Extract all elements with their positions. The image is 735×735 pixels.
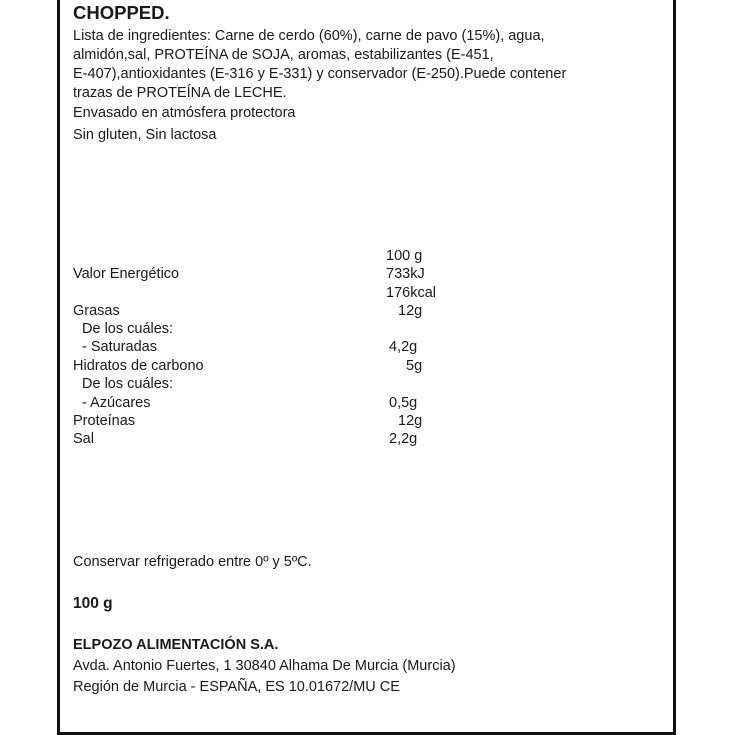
- product-label-panel: [57, 0, 676, 735]
- product-title: CHOPPED.: [73, 2, 170, 23]
- ingredients-line-1: Lista de ingredientes: Carne de cerdo (60%), carne de pavo (15%), agua,: [73, 28, 545, 44]
- nutrition-value-saturated: 4,2g: [389, 339, 418, 355]
- nutrition-label-protein: Proteínas: [73, 413, 136, 429]
- dietary-claims: Sin gluten, Sin lactosa: [73, 127, 217, 143]
- ingredients-line-4: trazas de PROTEÍNA de LECHE.: [73, 85, 287, 101]
- manufacturer-address: Avda. Antonio Fuertes, 1 30840 Alhama De Murcia (Murcia): [73, 658, 456, 674]
- nutrition-value-protein: 12g: [398, 413, 423, 429]
- manufacturer-region: Región de Murcia - ESPAÑA, ES 10.01672/MU CE: [73, 679, 400, 695]
- nutrition-label-energy: Valor Energético: [73, 266, 180, 282]
- nutrition-label-of-which-1: De los cuáles:: [82, 321, 174, 337]
- nutrition-label-of-which-2: De los cuáles:: [82, 376, 174, 392]
- nutrition-label-carbohydrates: Hidratos de carbono: [73, 358, 204, 374]
- manufacturer-name: ELPOZO ALIMENTACIÓN S.A.: [73, 637, 279, 653]
- ingredients-line-3: E-407),antioxidantes (E-316 y E-331) y conservador (E-250).Puede contener: [73, 66, 567, 82]
- nutrition-value-fat: 12g: [398, 303, 423, 319]
- net-weight: 100 g: [73, 595, 113, 612]
- storage-instructions: Conservar refrigerado entre 0º y 5ºC.: [73, 554, 312, 570]
- packaging-note: Envasado en atmósfera protectora: [73, 105, 296, 121]
- nutrition-header-per-100g: 100 g: [386, 248, 423, 264]
- nutrition-label-saturated: - Saturadas: [82, 339, 157, 355]
- nutrition-value-energy-kj: 733kJ: [386, 266, 425, 282]
- nutrition-label-salt: Sal: [73, 431, 94, 447]
- nutrition-value-salt: 2,2g: [389, 431, 418, 447]
- nutrition-value-carbohydrates: 5g: [406, 358, 423, 374]
- nutrition-value-energy-kcal: 176kcal: [386, 285, 436, 301]
- nutrition-label-fat: Grasas: [73, 303, 120, 319]
- nutrition-value-sugars: 0,5g: [389, 395, 418, 411]
- ingredients-line-2: almidón,sal, PROTEÍNA de SOJA, aromas, estabilizantes (E-451,: [73, 47, 494, 63]
- nutrition-label-sugars: - Azúcares: [82, 395, 151, 411]
